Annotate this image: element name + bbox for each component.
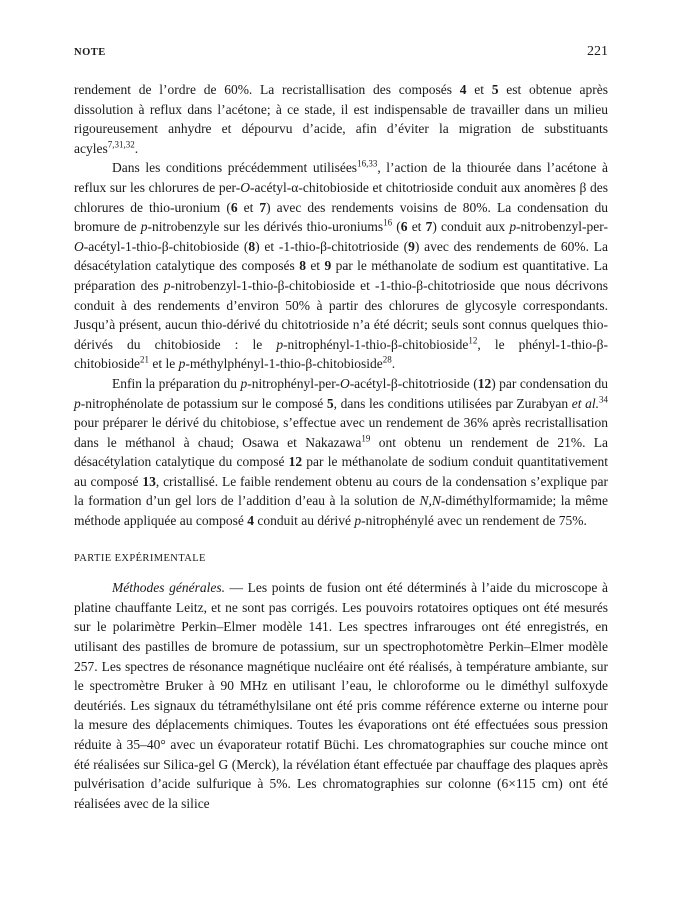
paragraph-methods: Méthodes générales. — Les points de fusion ont été déterminés à l’aide du microscope à platine chauffante Leitz, et ne sont pas corrigés. Les pouvoirs rotatoires optiques ont été mesurés sur le polarimètre Perkin–Elmer modèle 141. Les spectres infrarouges ont été enregistrés, en utilisant des pastilles de bromure de potassium, sur un spectrophotomètre Perkin–Elmer modèle 257. Les spectres de résonance magnétique nucléaire ont été réalisés, à température ambiante, sur le spectromètre Bruker à 90 MHz en utilisant l’eau, le chloroforme ou le diméthyl sulfoxyde deutériés. Les signaux du tétraméthylsilane ont été pris comme référence externe ou interne pour la mesure des déplacements chimiques. Toutes les évaporations ont été effectuées sous pression réduite à 35–40° avec un évaporateur rotatif Büchi. Les chromatographies sur couche mince ont été réalisées sur Silica-gel G (Merck), la révélation étant effectuée par chauffage des plaques après pulvérisation d’acide sulfurique à 5%. Les chromatographies sur colonne (6×115 cm) ont été réalisées avec de la silice	[74, 580, 608, 811]
paragraph-thio-uronium: Dans les conditions précédemment utilisées$^{16,33}$, l’action de la thiourée dans l’acétone à reflux sur les chlorures de per-O-acétyl-α-chitobioside et chitotrioside conduit aux anomères β des chlorures de thio-uronium (6 et 7) avec des rendements voisins de 80%. La condensation du bromure de p-nitrobenzyle sur les dérivés thio-uroniums$^{16}$ (6 et 7) conduit aux p-nitrobenzyl-per-O-acétyl-1-thio-β-chitobioside (8) et -1-thio-β-chitotrioside (9) avec des rendements de 60%. La désacétylation catalytique des composés 8 et 9 par le méthanolate de sodium est quantitative. La préparation des p-nitrobenzyl-1-thio-β-chitobioside et -1-thio-β-chitotrioside que nous décrivons conduit à des rendements d’environ 50% à partir des chlorures de glycosyle correspondants. Jusqu’à présent, aucun thio-dérivé du chitotrioside n’a été décrit; seuls sont connus quelques thio-dérivés du chitobioside : le p-nitrophényl-1-thio-β-chitobioside$^{12}$, le phényl-1-thio-β-chitobioside$^{21}$ et le p-méthylphényl-1-thio-β-chitobioside$^{28}$.	[74, 158, 609, 372]
section-heading: PARTIE EXPÉRIMENTALE	[74, 552, 206, 564]
body-text	[74, 80, 608, 813]
paragraph-continuation: rendement de l’ordre de 60%. La recristallisation des composés 4 et 5 est obtenue après dissolution à reflux dans l’acétone; à ce stade, il est indispensable de travailler dans un milieu rigoureusement anhydre et dépourvu d’acide, afin d’éviter la migration de substituants acyles$^{7,31,32}$.	[74, 82, 608, 156]
section-label: NOTE	[74, 47, 106, 58]
paragraph-nitrophenyl: Enfin la préparation du p-nitrophényl-per-O-acétyl-β-chitotrioside (12) par condensation du p-nitrophénolate de potassium sur le composé 5, dans les conditions utilisées par Zurabyan et al.$^{34}$ pour préparer le dérivé du chitobiose, s’effectue avec un rendement de 36% après recristallisation dans le méthanol à chaud; Osawa et Nakazawa$^{19}$ ont obtenu un rendement de 21%. La désacétylation catalytique du composé 12 par le méthanolate de sodium conduit quantitativement au composé 13, cristallisé. Le faible rendement obtenu au cours de la condensation s’explique par la formation d’un gel lors de l’addition d’eau à la solution de N,N-diméthylformamide; la même méthode appliquée au composé 4 conduit au dérivé p-nitrophénylé avec un rendement de 75%.	[74, 375, 609, 529]
running-head	[74, 44, 608, 60]
page-number: 221	[587, 44, 608, 59]
